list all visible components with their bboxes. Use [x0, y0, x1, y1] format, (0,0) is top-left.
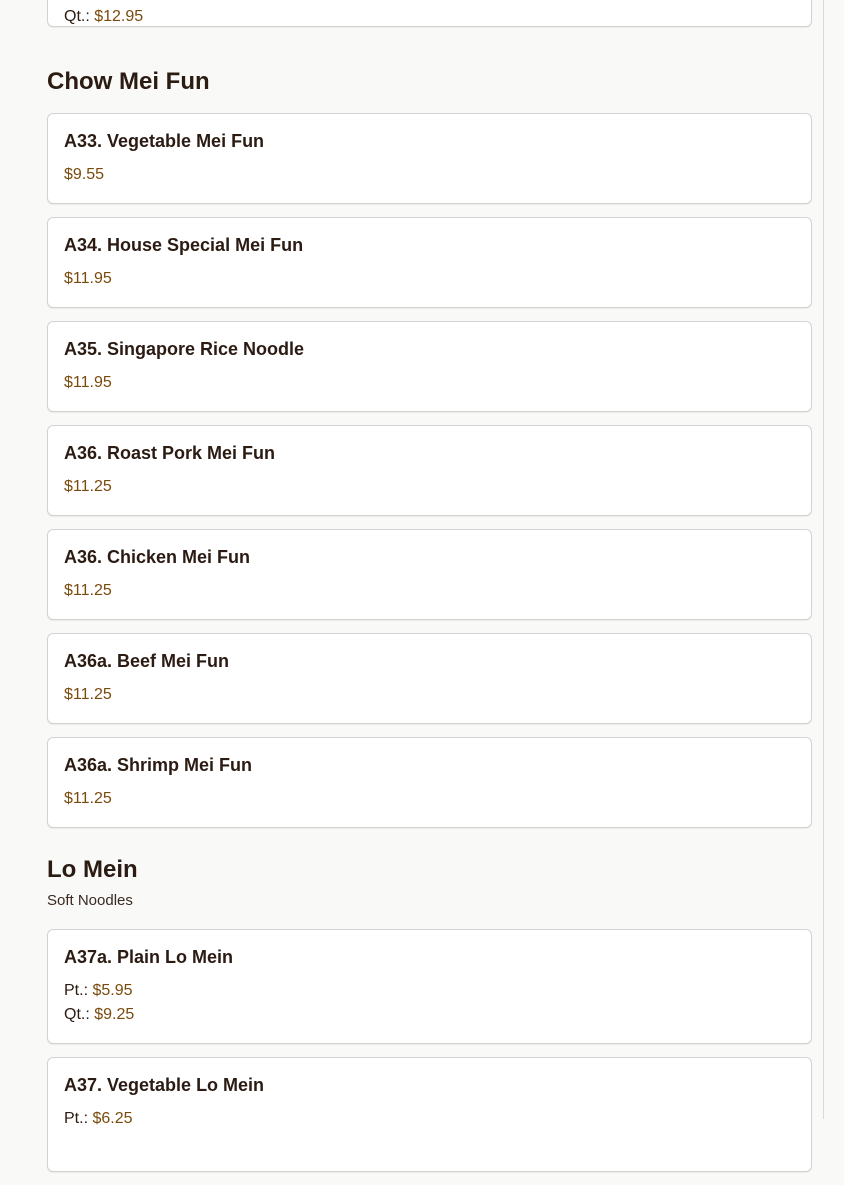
scrollbar-edge	[823, 0, 824, 1119]
item-name: A36a. Shrimp Mei Fun	[64, 755, 253, 775]
item-price-line-qt	[64, 1003, 795, 1027]
pt-price: $6.25	[92, 1110, 133, 1127]
item-name: A37. Vegetable Lo Mein	[64, 1075, 265, 1095]
section-lo-mein	[47, 855, 812, 1172]
qt-label: Qt.:	[64, 8, 90, 25]
section-chow-mei-fun	[47, 67, 812, 828]
item-price: $11.25	[64, 478, 112, 495]
item-price: $11.25	[64, 582, 112, 599]
menu-item-card[interactable]	[47, 321, 812, 412]
menu-item-card[interactable]	[47, 737, 812, 828]
pt-label: Pt.:	[64, 982, 89, 999]
menu-item-card[interactable]	[47, 0, 812, 27]
section-title: Lo Mein	[47, 856, 138, 883]
item-price-line-qt	[64, 5, 795, 29]
item-name: A34. House Special Mei Fun	[64, 235, 304, 255]
qt-price: $9.25	[94, 1006, 135, 1023]
menu-item-card[interactable]	[47, 529, 812, 620]
item-price: $11.25	[64, 686, 112, 703]
qt-price: $12.95	[94, 8, 144, 25]
menu-item-card[interactable]	[47, 217, 812, 308]
menu-item-card[interactable]	[47, 1057, 812, 1172]
pt-price: $5.95	[92, 982, 133, 999]
pt-label: Pt.:	[64, 1110, 89, 1127]
item-name: A36a. Beef Mei Fun	[64, 651, 230, 671]
section-title: Chow Mei Fun	[47, 68, 210, 95]
menu-item-card[interactable]	[47, 113, 812, 204]
item-price: $11.95	[64, 270, 112, 287]
menu-item-card[interactable]	[47, 633, 812, 724]
section-description: Soft Noodles	[47, 892, 133, 909]
qt-label: Qt.:	[64, 1006, 90, 1023]
menu-page	[47, 0, 812, 1185]
menu-item-card[interactable]	[47, 929, 812, 1044]
item-name: A37a. Plain Lo Mein	[64, 947, 234, 967]
item-price: $9.55	[64, 166, 105, 183]
item-price: $11.25	[64, 790, 112, 807]
item-price: $11.95	[64, 374, 112, 391]
item-price-line-pt	[64, 1107, 795, 1131]
item-name: A36. Chicken Mei Fun	[64, 547, 251, 567]
item-name: A33. Vegetable Mei Fun	[64, 131, 265, 151]
item-name: A35. Singapore Rice Noodle	[64, 339, 305, 359]
item-name: A36. Roast Pork Mei Fun	[64, 443, 276, 463]
item-price-line-pt	[64, 979, 795, 1003]
menu-item-card[interactable]	[47, 425, 812, 516]
